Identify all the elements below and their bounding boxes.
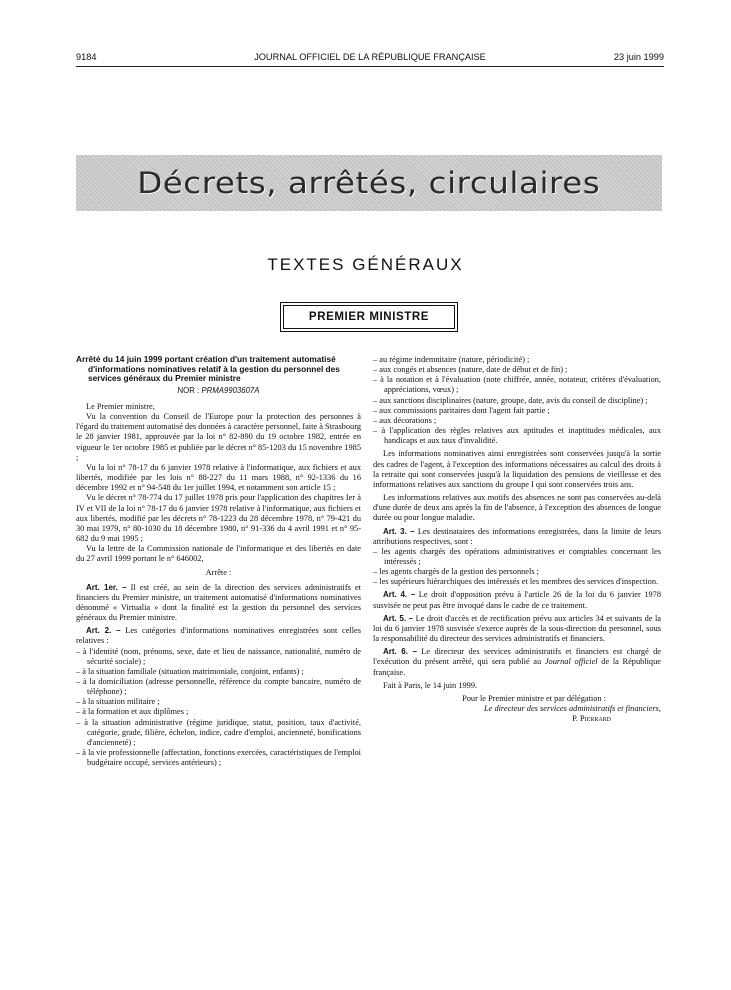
paragraph: Les informations relatives aux motifs des absences ne sont pas conservées au-delà d'une durée de deux ans après la fin de l'absence, à l'exception des absences de longue durée ou pour longue maladie.	[373, 493, 661, 523]
journal-reference: Journal officiel	[544, 657, 598, 667]
ministry-box	[283, 305, 455, 329]
signature-name: P. Pierrard	[572, 714, 611, 724]
section-banner	[76, 155, 662, 211]
list-item: – à la formation et aux diplômes ;	[76, 707, 189, 717]
list-item: – à la situation familiale (situation matrimoniale, conjoint, enfants) ;	[76, 666, 304, 676]
signature-role: Le directeur des services administratifs et financiers,	[484, 704, 661, 713]
article-label: Art. 4. –	[383, 590, 416, 600]
article-text: Les catégories d'informations nominatives enregistrées sont celles relatives :	[76, 626, 362, 646]
left-column	[76, 355, 361, 768]
list-item: – aux commissions paritaires dont l'agent fait partie ;	[373, 405, 550, 415]
decree-title: Arrêté du 14 juin 1999 portant création d'un traitement automatisé d'informations nominatives relatif à la gestion du personnel des services généraux du Premier ministre	[76, 354, 340, 384]
list-item: – à la vie professionnelle (affectation, fonctions exercées, caractéristiques de l'emploi budgétaire occupé, services antérieurs) ;	[76, 748, 361, 768]
paragraph: Vu la loi n° 78-17 du 6 janvier 1978 relative à l'informatique, aux fichiers et aux libertés, modifiée par les lois n° 88-227 du 11 mars 1988, n° 92-1336 du 16 décembre 1992 et n° 94-548 du 1er juillet 1994, et notamment son article 15 ;	[76, 462, 361, 493]
article-label: Art. 1er. –	[86, 582, 127, 592]
paragraph: Vu le décret n° 78-774 du 17 juillet 1978 pris pour l'application des chapitres Ier à IV et VII de la loi n° 78-17 du 6 janvier 1978 relative à l'informatique, aux fichiers et aux libertés, modifié par les décrets n° 78-1223 du 28 décembre 1978, n° 79-421 du 30 mai 1979, n° 80-1030 du 18 décembre 1980, n° 91-336 du 4 avril 1991 et n° 95-682 du 9 mai 1995 ;	[76, 493, 361, 543]
paragraph: Les informations nominatives ainsi enregistrées sont conservées jusqu'à la sortie des cadres de l'agent, à l'exception des informations nécessaires au calcul des droits à la retraite qui sont conservées jusqu'à la liquidation des pensions de vieillesse et des informations relatives aux sanctions du groupe I qui sont conservées trois ans.	[373, 449, 661, 489]
list-item: – les agents chargés de la gestion des personnels ;	[373, 567, 539, 577]
list-item: – les agents chargés des opérations administratives et comptables concernant les intéressés ;	[373, 546, 661, 566]
article-label: Art. 3. –	[383, 526, 415, 536]
section-title: TEXTES GÉNÉRAUX	[267, 255, 464, 274]
article-6	[373, 647, 661, 677]
arrete-heading: Arrête :	[205, 568, 232, 578]
article-1	[76, 583, 361, 624]
page-header	[76, 52, 664, 66]
paragraph: Le Premier ministre,	[86, 401, 155, 411]
done-at: Fait à Paris, le 14 juin 1999.	[383, 680, 478, 690]
nor-code: PRMA9903607A	[201, 385, 260, 395]
list-item: – à la domiciliation (adresse personnelle, référence du compte bancaire, numéro de téléphone) ;	[76, 677, 361, 697]
paragraph: Vu la convention du Conseil de l'Europe pour la protection des personnes à l'égard du traitement automatisé des données à caractère personnel, faite à Strasbourg le 28 janvier 1981, approuvée par la loi n° 82-890 du 19 octobre 1982, entrée en vigueur le 1er octobre 1985 et publiée par le décret n° 85-1203 du 15 novembre 1985 ;	[76, 412, 361, 462]
page-number: 9184	[76, 52, 97, 62]
nor-label: NOR :	[177, 385, 200, 395]
article-text: Il est créé, au sein de la direction des services administratifs et financiers du Premier ministre, un traitement automatisé d'informations nominatives dénommé « Virtualia » dont la finalité est la gestion du personnel des services généraux du Premier ministre.	[76, 582, 362, 623]
article-3	[373, 527, 661, 547]
signature-delegation: Pour le Premier ministre et par délégation :	[462, 693, 606, 703]
article-text: Le directeur des services administratifs et financiers est chargé de l'exécution du présent arrêté, qui sera publié au	[373, 647, 662, 667]
list-item: – à la notation et à l'évaluation (note chiffrée, année, notateur, critères d'évaluation, appréciations, vœux) ;	[373, 375, 661, 395]
list-item: – au régime indemnitaire (nature, périodicité) ;	[373, 355, 530, 364]
nor-reference	[76, 386, 361, 396]
article-text: Le droit d'opposition prévu à l'article 26 de la loi du 6 janvier 1978 susvisée ne peut pas être invoqué dans le cadre de ce traitement.	[373, 590, 662, 610]
article-2	[76, 626, 361, 646]
list-item: – aux congés et absences (nature, date de début et de fin) ;	[373, 365, 568, 375]
article-text-end: de la République française.	[373, 657, 661, 677]
list-item: – aux décorations ;	[373, 415, 437, 425]
article-5	[373, 614, 661, 644]
header-rule	[76, 66, 664, 67]
paragraph: Vu la lettre de la Commission nationale de l'informatique et des libertés en date du 27 avril 1999 portant le n° 646002,	[76, 544, 361, 564]
article-4	[373, 590, 661, 610]
article-label: Art. 6. –	[383, 647, 417, 657]
list-item: – les supérieurs hiérarchiques des intéressés et les membres des services d'inspection.	[373, 577, 659, 587]
ministry-label: PREMIER MINISTRE	[308, 311, 430, 323]
article-label: Art. 5. –	[383, 613, 414, 623]
banner-title: Décrets, arrêtés, circulaires	[137, 166, 601, 200]
article-label: Art. 2. –	[86, 626, 121, 636]
list-item: – à l'application des règles relatives aux aptitudes et inaptitudes médicales, aux handicaps et aux taux d'invalidité.	[373, 426, 661, 446]
right-column	[373, 355, 661, 724]
publication-date: 23 juin 1999	[613, 52, 664, 62]
article-text: Les destinataires des informations enregistrées, dans la limite de leurs attributions respectives, sont :	[373, 526, 662, 546]
list-item: – à la situation militaire ;	[76, 697, 160, 707]
article-text: Le droit d'accès et de rectification prévu aux articles 34 et suivants de la loi du 6 janvier 1978 susvisée s'exerce auprès de la sous-direction du personnel, sous la responsabilité du directeur des services administratifs et financiers.	[373, 613, 661, 644]
list-item: – à l'identité (nom, prénoms, sexe, date et lieu de naissance, nationalité, numéro de sécurité sociale) ;	[76, 646, 361, 666]
signature-title	[373, 704, 661, 714]
journal-title: JOURNAL OFFICIEL DE LA RÉPUBLIQUE FRANÇAISE	[254, 52, 486, 62]
list-item: – à la situation administrative (régime juridique, statut, position, taux d'activité, catégorie, grade, filière, échelon, indice, cadre d'emploi, ancienneté, bonifications d'ancienneté) ;	[76, 717, 361, 747]
list-item: – aux sanctions disciplinaires (nature, groupe, date, avis du conseil de discipline) ;	[373, 395, 648, 405]
